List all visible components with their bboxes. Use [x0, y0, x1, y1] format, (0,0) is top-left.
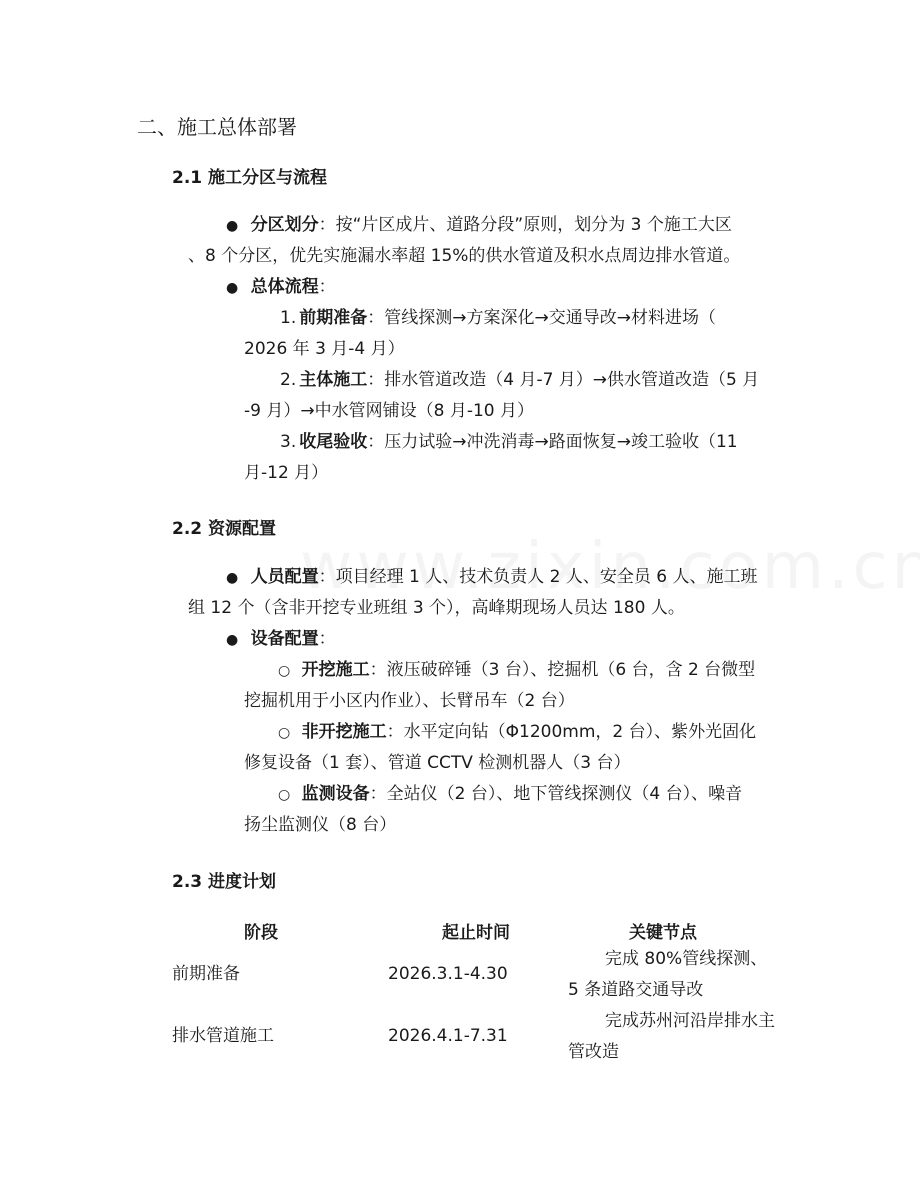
bullet-dot-icon: ●: [226, 632, 239, 648]
table-header-node: 关键节点: [629, 923, 697, 943]
bullet-label: 人员配置: [250, 567, 319, 587]
flow-step-3-cont: 月-12 月）: [244, 463, 329, 483]
equipment-excavation: ○ 开挖施工：液压破碎锤（3 台）、挖掘机（6 台，含 2 台微型: [278, 660, 756, 680]
table-cell-node-cont: 管改造: [568, 1042, 619, 1062]
bullet-dot-icon: ●: [226, 570, 239, 586]
table-cell-stage: 前期准备: [172, 964, 240, 984]
circle-bullet-icon: ○: [278, 787, 291, 803]
bullet-personnel: ● 人员配置：项目经理 1 人、技术负责人 2 人、安全员 6 人、施工班: [226, 567, 758, 587]
table-cell-stage: 排水管道施工: [172, 1026, 274, 1046]
circle-bullet-icon: ○: [278, 725, 291, 741]
flow-step-2: 2. 主体施工：排水管道改造（4 月-7 月）→供水管道改造（5 月: [280, 370, 760, 390]
table-cell-node: 完成苏州河沿岸排水主: [605, 1011, 775, 1031]
equipment-monitoring: ○ 监测设备：全站仪（2 台）、地下管线探测仪（4 台）、噪音: [278, 784, 743, 804]
subsection-title-2-2: 2.2 资源配置: [172, 519, 277, 539]
flow-step-2-cont: -9 月）→中水管网铺设（8 月-10 月）: [244, 401, 534, 421]
table-header-stage: 阶段: [244, 923, 278, 943]
bullet-partition-cont: 、8 个分区，优先实施漏水率超 15%的供水管道及积水点周边排水管道。: [188, 246, 741, 266]
bullet-dot-icon: ●: [226, 218, 239, 234]
table-header-time: 起止时间: [442, 923, 510, 943]
bullet-dot-icon: ●: [226, 280, 239, 296]
flow-step-1-cont: 2026 年 3 月-4 月）: [244, 339, 405, 359]
bullet-equipment: ● 设备配置：: [226, 629, 336, 649]
circle-bullet-icon: ○: [278, 663, 291, 679]
bullet-overall-flow: ● 总体流程：: [226, 277, 336, 297]
equipment-monitoring-cont: 扬尘监测仪（8 台）: [244, 815, 397, 835]
equipment-excavation-cont: 挖掘机用于小区内作业）、长臂吊车（2 台）: [244, 691, 575, 711]
table-cell-time: 2026.3.1-4.30: [388, 964, 508, 984]
bullet-personnel-cont: 组 12 个（含非开挖专业班组 3 个），高峰期现场人员达 180 人。: [188, 598, 685, 618]
bullet-text: ：按“片区成片、道路分段”原则，划分为 3 个施工大区: [318, 215, 732, 235]
bullet-label: 分区划分: [250, 215, 319, 235]
flow-step-1: 1. 前期准备：管线探测→方案深化→交通导改→材料进场（: [280, 308, 716, 328]
section-title: 二、施工总体部署: [137, 115, 297, 139]
table-cell-time: 2026.4.1-7.31: [388, 1026, 508, 1046]
subsection-title-2-1: 2.1 施工分区与流程: [172, 168, 328, 188]
table-cell-node-cont: 5 条道路交通导改: [568, 980, 704, 1000]
flow-step-3: 3. 收尾验收：压力试验→冲洗消毒→路面恢复→竣工验收（11: [280, 432, 738, 452]
subsection-title-2-3: 2.3 进度计划: [172, 872, 277, 892]
bullet-label: 总体流程: [250, 277, 319, 297]
table-cell-node: 完成 80%管线探测、: [605, 949, 768, 969]
equipment-trenchless-cont: 修复设备（1 套）、管道 CCTV 检测机器人（3 台）: [244, 753, 631, 773]
bullet-label: 设备配置: [250, 629, 319, 649]
bullet-partition: [226, 210, 732, 242]
equipment-trenchless: ○ 非开挖施工：水平定向钻（Φ1200mm，2 台）、紫外光固化: [278, 722, 757, 742]
